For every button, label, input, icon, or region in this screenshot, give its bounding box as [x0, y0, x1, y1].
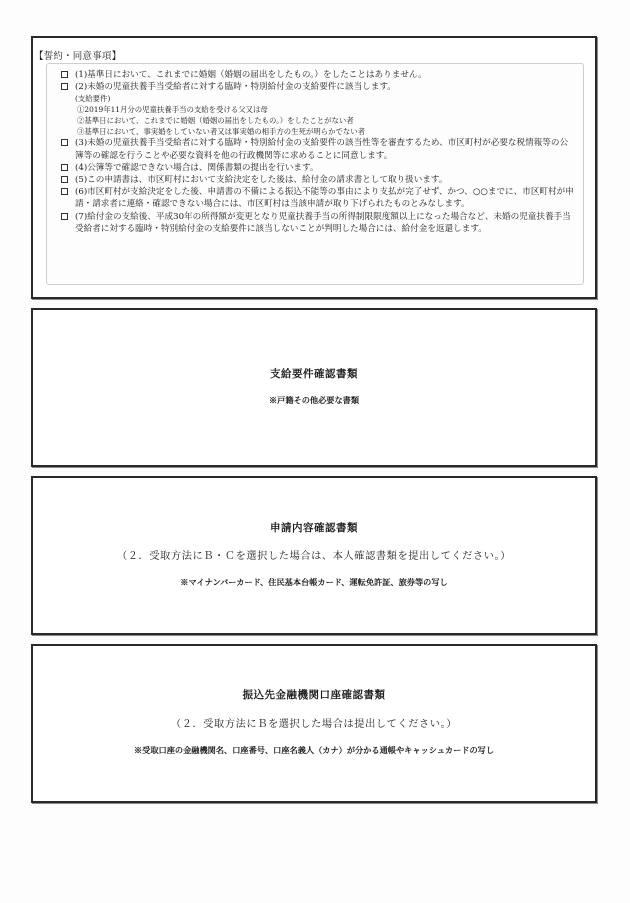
identity-documents-box [31, 476, 597, 635]
pledge-item-text: (3)未婚の児童扶養手当受給者に対する臨時・特別給付金の支給要件の該当性等を審査するため、市区町村が必要な税情報等の公簿等の確認を行うことや必要な資料を他の行政機関等に求めることに同意します。 [75, 138, 569, 161]
pledge-checkbox-1[interactable] [61, 71, 68, 78]
pledge-consent-section [31, 36, 597, 299]
pledge-checkbox-4[interactable] [61, 164, 68, 171]
pledge-checkbox-3[interactable] [61, 139, 68, 146]
box-title: 支給要件確認書類 [270, 368, 358, 380]
pledge-checkbox-7[interactable] [61, 213, 68, 220]
box-condition: （２．受取方法にＢを選択した場合は提出してください。） [170, 719, 458, 730]
pledge-checkbox-6[interactable] [61, 188, 68, 195]
pledge-item-text: (1)基準日において、これまでに婚姻（婚姻の届出をしたもの。）をしたことはありません。 [75, 70, 427, 80]
box-condition: （２．受取方法にＢ・Ｃを選択した場合は、本人確認書類を提出してください。） [116, 551, 512, 562]
box-title: 申請内容確認書類 [270, 522, 358, 534]
pledge-item-2 [61, 81, 576, 93]
pledge-items-list [61, 69, 576, 235]
pledge-item-6 [61, 186, 576, 210]
pledge-item-text: (6)市区町村が支給決定をした後、申請書の不備による振込不能等の事由により支払が完了せず、かつ、○○までに、市区町村が申請・請求者に連絡・確認できない場合には、市区町村は当該申請が取り下げられたものとみなします。 [75, 187, 574, 210]
requirements-heading: (支給要件) [75, 94, 111, 104]
pledge-items-panel [46, 63, 584, 285]
pledge-item-5 [61, 174, 576, 186]
box-title: 振込先金融機関口座確認書類 [242, 689, 386, 701]
requirement-1: ①2019年11月分の児童扶養手当の支給を受ける父又は母 [77, 105, 268, 115]
pledge-checkbox-5[interactable] [61, 176, 68, 183]
pledge-item-text: (4)公簿等で確認できない場合は、関係書類の提出を行います。 [75, 162, 319, 173]
pledge-item-1 [61, 69, 576, 81]
pledge-item-text: (7)給付金の支給後、平成30年の所得額が変更となり児童扶養手当の所得制限限度額以上になった場合など、未婚の児童扶養手当受給者に対する臨時・特別給付金の支給要件に該当しないことが判明した場合には、給付金を返還します。 [75, 211, 571, 234]
box-note: ※受取口座の金融機関名、口座番号、口座名義人（カナ）が分かる通帳やキャッシュカードの写し [133, 745, 495, 755]
section-title: 【誓約・同意事項】 [34, 51, 122, 62]
box-note: ※マイナンバーカード、住民基本台帳カード、運転免許証、旅券等の写し [180, 577, 448, 587]
pledge-item-text: (5)この申請書は、市区町村において支給決定をした後は、給付金の請求書として取り扱います。 [75, 175, 448, 186]
pledge-item-text: (2)未婚の児童扶養手当受給者に対する臨時・特別給付金の支給要件に該当します。 [75, 82, 396, 93]
pledge-item-3 [61, 137, 576, 161]
box-note: ※戸籍その他必要な書類 [268, 395, 360, 405]
pledge-item-7 [61, 211, 576, 235]
bank-account-documents-box [31, 644, 597, 803]
pledge-item-4 [61, 162, 576, 174]
eligibility-documents-box [31, 308, 597, 467]
pledge-checkbox-2[interactable] [61, 83, 68, 90]
requirement-3: ③基準日において、事実婚をしていない者又は事実婚の相手方の生死が明らかでない者 [77, 127, 366, 137]
requirement-2: ②基準日において、これまでに婚姻（婚姻の届出をしたもの。）をしたことがない者 [77, 116, 354, 126]
